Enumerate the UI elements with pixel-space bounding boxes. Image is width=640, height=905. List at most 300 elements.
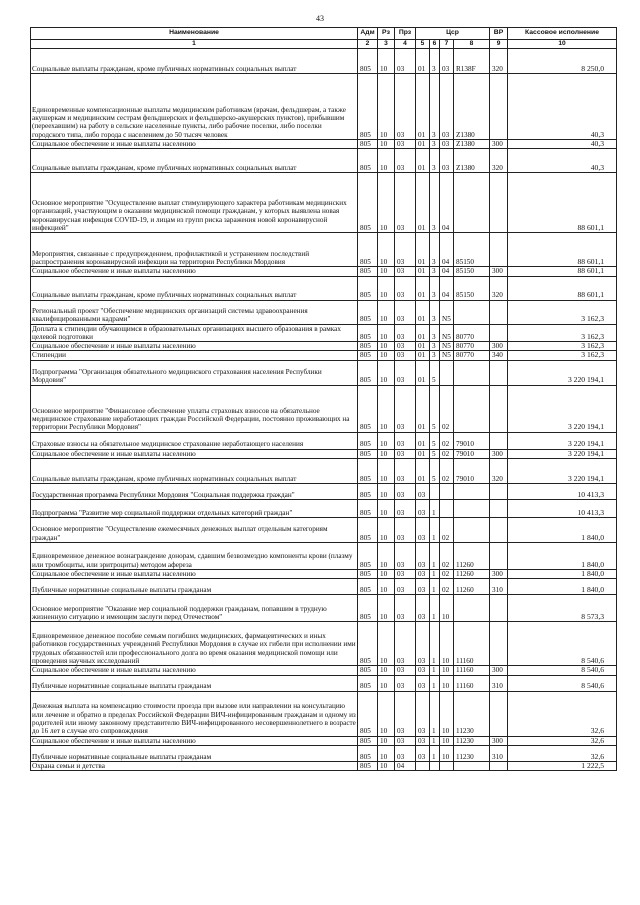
cell-name: Подпрограмма "Развитие мер социальной поддержки отдельных категорий граждан" [31, 500, 358, 518]
cell-c4: 11160 [454, 622, 490, 666]
cell-sum: 3 220 194,1 [508, 385, 617, 432]
table-row [31, 518, 617, 543]
cell-c3: 02 [440, 385, 454, 432]
table-row [31, 300, 617, 324]
cell-c1: 01 [416, 385, 430, 432]
cell-adm: 805 [358, 49, 378, 74]
header-rz: Рз [378, 28, 395, 40]
table-row [31, 233, 617, 267]
table-row [31, 49, 617, 74]
cell-adm: 805 [358, 761, 378, 770]
cell-adm: 805 [358, 449, 378, 458]
cell-prz: 03 [395, 622, 416, 666]
cell-name: Социальные выплаты гражданам, кроме публичных нормативных социальных выплат [31, 49, 358, 74]
cell-prz: 03 [395, 173, 416, 233]
cell-c2: 3 [430, 173, 440, 233]
cell-adm: 805 [358, 579, 378, 595]
cell-sum: 88 601,1 [508, 173, 617, 233]
cell-prz: 03 [395, 342, 416, 351]
cell-sum: 32,6 [508, 736, 617, 745]
cell-adm: 805 [358, 518, 378, 543]
cell-c4: 79010 [454, 449, 490, 458]
cell-sum: 40,3 [508, 149, 617, 173]
cell-rz: 10 [378, 543, 395, 570]
budget-table [30, 27, 617, 771]
cell-c4: 80770 [454, 351, 490, 360]
cell-adm: 805 [358, 233, 378, 267]
cell-c1: 03 [416, 570, 430, 579]
cell-vr: 300 [490, 449, 508, 458]
cell-c3: 10 [440, 622, 454, 666]
cell-c4: 11260 [454, 570, 490, 579]
cell-vr [490, 324, 508, 342]
cell-vr: 310 [490, 579, 508, 595]
table-row [31, 543, 617, 570]
table-row [31, 324, 617, 342]
cell-c4: R138F [454, 49, 490, 74]
cell-c2 [430, 761, 440, 770]
table-row [31, 351, 617, 360]
cell-rz: 10 [378, 173, 395, 233]
cell-c1: 03 [416, 518, 430, 543]
cell-vr: 300 [490, 140, 508, 149]
cell-adm: 805 [358, 543, 378, 570]
cell-prz: 03 [395, 500, 416, 518]
cell-c1: 01 [416, 449, 430, 458]
cell-vr [490, 432, 508, 449]
cell-rz: 10 [378, 140, 395, 149]
table-row [31, 579, 617, 595]
header-vr: ВР [490, 28, 508, 40]
cell-name: Социальные выплаты гражданам, кроме публичных нормативных социальных выплат [31, 149, 358, 173]
cell-c4: 85150 [454, 276, 490, 300]
cell-name: Социальные выплаты гражданам, кроме публичных нормативных социальных выплат [31, 276, 358, 300]
cell-vr: 320 [490, 276, 508, 300]
cell-rz: 10 [378, 300, 395, 324]
cell-prz: 03 [395, 675, 416, 691]
cell-c4 [454, 761, 490, 770]
cell-c3: N5 [440, 342, 454, 351]
cell-c2: 3 [430, 324, 440, 342]
cell-prz: 03 [395, 484, 416, 500]
cell-c2: 1 [430, 595, 440, 622]
cell-adm: 805 [358, 351, 378, 360]
cell-c3: 02 [440, 459, 454, 484]
cell-c1: 01 [416, 149, 430, 173]
cell-c2: 5 [430, 459, 440, 484]
cell-rz: 10 [378, 459, 395, 484]
cell-name: Подпрограмма "Организация обязательного медицинского страхования населения Республики Мордовия" [31, 360, 358, 385]
cell-adm: 805 [358, 691, 378, 736]
cell-prz: 03 [395, 360, 416, 385]
cell-name: Основное мероприятие "Осуществление выплат стимулирующего характера работникам медицинских организаций, участвующим в оказании медицинской помощи гражданам, у которых выявлена новая коронавирусная инфекция COVID-19, и лицам из групп риска заражения новой коронавирусной инфекцией" [31, 173, 358, 233]
cell-c3: 02 [440, 518, 454, 543]
cell-vr [490, 622, 508, 666]
cell-vr [490, 484, 508, 500]
cell-rz: 10 [378, 622, 395, 666]
cell-c1: 01 [416, 300, 430, 324]
cell-c2: 3 [430, 74, 440, 140]
cell-name: Мероприятия, связанные с предупреждением, профилактикой и устранением последствий распространения коронавирусной инфекции на территории Республики Мордовия [31, 233, 358, 267]
cell-adm: 805 [358, 267, 378, 276]
cell-c2: 3 [430, 149, 440, 173]
cell-rz: 10 [378, 675, 395, 691]
cell-c3: 04 [440, 267, 454, 276]
cell-c2: 1 [430, 745, 440, 761]
cell-rz: 10 [378, 595, 395, 622]
table-row [31, 360, 617, 385]
cell-name: Социальное обеспечение и иные выплаты населению [31, 736, 358, 745]
cell-c1: 01 [416, 342, 430, 351]
cell-prz: 03 [395, 233, 416, 267]
header-prz: Прз [395, 28, 416, 40]
table-row [31, 761, 617, 770]
cell-prz: 03 [395, 276, 416, 300]
cell-c2: 3 [430, 276, 440, 300]
cell-c3: 02 [440, 543, 454, 570]
cell-adm: 805 [358, 342, 378, 351]
cell-vr: 300 [490, 570, 508, 579]
cell-sum: 1 840,0 [508, 518, 617, 543]
column-number: 2 [358, 40, 378, 49]
cell-prz: 03 [395, 736, 416, 745]
cell-name: Стипендии [31, 351, 358, 360]
cell-vr [490, 233, 508, 267]
cell-c3: N5 [440, 351, 454, 360]
cell-c3: 10 [440, 675, 454, 691]
cell-c3: 04 [440, 233, 454, 267]
cell-c4: 85150 [454, 267, 490, 276]
cell-rz: 10 [378, 691, 395, 736]
cell-vr: 340 [490, 351, 508, 360]
cell-prz: 03 [395, 300, 416, 324]
cell-c1: 01 [416, 267, 430, 276]
cell-c2: 1 [430, 666, 440, 675]
cell-rz: 10 [378, 324, 395, 342]
cell-c3: 10 [440, 666, 454, 675]
cell-sum: 8 540,6 [508, 622, 617, 666]
cell-prz: 03 [395, 74, 416, 140]
cell-c3: 02 [440, 432, 454, 449]
cell-adm: 805 [358, 666, 378, 675]
cell-c2: 3 [430, 342, 440, 351]
cell-c2: 1 [430, 736, 440, 745]
cell-adm: 805 [358, 432, 378, 449]
column-number: 10 [508, 40, 617, 49]
cell-prz: 03 [395, 666, 416, 675]
cell-c2: 1 [430, 579, 440, 595]
cell-name: Социальное обеспечение и иные выплаты населению [31, 666, 358, 675]
cell-sum: 10 413,3 [508, 484, 617, 500]
cell-c3: 10 [440, 595, 454, 622]
cell-c1: 01 [416, 432, 430, 449]
cell-adm: 805 [358, 500, 378, 518]
cell-sum: 40,3 [508, 74, 617, 140]
cell-adm: 805 [358, 360, 378, 385]
table-row [31, 745, 617, 761]
cell-c3: 04 [440, 276, 454, 300]
column-number: 9 [490, 40, 508, 49]
cell-rz: 10 [378, 518, 395, 543]
cell-c2: 5 [430, 432, 440, 449]
cell-c4 [454, 173, 490, 233]
cell-c3: 02 [440, 449, 454, 458]
cell-c4 [454, 300, 490, 324]
cell-c1: 03 [416, 666, 430, 675]
cell-rz: 10 [378, 484, 395, 500]
cell-c3: 02 [440, 579, 454, 595]
cell-adm: 805 [358, 745, 378, 761]
cell-prz: 03 [395, 595, 416, 622]
table-row [31, 675, 617, 691]
cell-sum: 3 162,3 [508, 324, 617, 342]
cell-rz: 10 [378, 579, 395, 595]
cell-prz: 03 [395, 745, 416, 761]
cell-c1: 03 [416, 484, 430, 500]
column-number: 7 [440, 40, 454, 49]
cell-name: Социальное обеспечение и иные выплаты населению [31, 342, 358, 351]
header-name: Наименование [31, 28, 358, 40]
cell-c4: Z1380 [454, 149, 490, 173]
cell-sum: 88 601,1 [508, 233, 617, 267]
cell-adm: 805 [358, 675, 378, 691]
cell-c2: 5 [430, 360, 440, 385]
cell-adm: 805 [358, 484, 378, 500]
cell-prz: 04 [395, 761, 416, 770]
cell-c1: 03 [416, 500, 430, 518]
cell-rz: 10 [378, 570, 395, 579]
cell-adm: 805 [358, 140, 378, 149]
cell-c1: 03 [416, 736, 430, 745]
cell-prz: 03 [395, 267, 416, 276]
cell-adm: 805 [358, 736, 378, 745]
cell-sum: 88 601,1 [508, 267, 617, 276]
cell-rz: 10 [378, 736, 395, 745]
cell-sum: 1 840,0 [508, 543, 617, 570]
cell-sum: 10 413,3 [508, 500, 617, 518]
cell-vr [490, 595, 508, 622]
cell-c4: 11230 [454, 736, 490, 745]
cell-c4: 11230 [454, 745, 490, 761]
cell-sum: 3 162,3 [508, 351, 617, 360]
cell-c4 [454, 484, 490, 500]
table-row [31, 267, 617, 276]
cell-c3: 03 [440, 149, 454, 173]
header-csr: Цср [416, 28, 490, 40]
cell-c3 [440, 761, 454, 770]
cell-name: Основное мероприятие "Осуществление ежемесячных денежных выплат отдельным категориям граждан" [31, 518, 358, 543]
table-row [31, 449, 617, 458]
cell-name: Основное мероприятие "Оказание мер социальной поддержки гражданам, попавшим в трудную жизненную ситуацию и имеющим заслуги перед Отечеством" [31, 595, 358, 622]
cell-c4: 79010 [454, 459, 490, 484]
cell-rz: 10 [378, 233, 395, 267]
header-sum: Кассовое исполнение [508, 28, 617, 40]
cell-rz: 10 [378, 267, 395, 276]
cell-c2: 1 [430, 570, 440, 579]
cell-c2: 3 [430, 233, 440, 267]
cell-name: Социальные выплаты гражданам, кроме публичных нормативных социальных выплат [31, 459, 358, 484]
cell-vr: 310 [490, 675, 508, 691]
cell-c1: 03 [416, 579, 430, 595]
cell-vr: 300 [490, 342, 508, 351]
cell-vr [490, 300, 508, 324]
page-number: 43 [316, 14, 324, 23]
cell-rz: 10 [378, 432, 395, 449]
cell-prz: 03 [395, 570, 416, 579]
cell-prz: 03 [395, 459, 416, 484]
cell-c3 [440, 484, 454, 500]
cell-c1: 03 [416, 745, 430, 761]
table-row [31, 276, 617, 300]
cell-sum: 3 162,3 [508, 300, 617, 324]
cell-c4 [454, 595, 490, 622]
cell-sum: 3 220 194,1 [508, 432, 617, 449]
cell-c2: 3 [430, 351, 440, 360]
cell-vr [490, 385, 508, 432]
cell-sum: 3 220 194,1 [508, 360, 617, 385]
cell-adm: 805 [358, 570, 378, 579]
cell-c2: 1 [430, 622, 440, 666]
cell-rz: 10 [378, 360, 395, 385]
table-row [31, 140, 617, 149]
cell-c4 [454, 385, 490, 432]
cell-name: Единовременное денежное пособие семьям погибших медицинских, фармацевтических и иных работников государственных учреждений Республики Мордовия в случае их гибели при исполнении ими трудовых обязанностей или профессионального долга во время оказания медицинской помощи или проведения научных исследований [31, 622, 358, 666]
cell-vr: 300 [490, 267, 508, 276]
cell-c2: 3 [430, 267, 440, 276]
cell-c4 [454, 500, 490, 518]
cell-prz: 03 [395, 140, 416, 149]
cell-rz: 10 [378, 351, 395, 360]
cell-c3: N5 [440, 300, 454, 324]
cell-sum: 32,6 [508, 745, 617, 761]
cell-c3 [440, 360, 454, 385]
cell-c1: 01 [416, 233, 430, 267]
cell-c3: 03 [440, 140, 454, 149]
column-number: 6 [430, 40, 440, 49]
cell-vr [490, 761, 508, 770]
cell-adm: 805 [358, 459, 378, 484]
cell-rz: 10 [378, 74, 395, 140]
cell-rz: 10 [378, 149, 395, 173]
cell-c1: 01 [416, 324, 430, 342]
cell-prz: 03 [395, 543, 416, 570]
cell-name: Доплата к стипендии обучающимся в образовательных организациях высшего образования в рамках целевой подготовки [31, 324, 358, 342]
cell-adm: 805 [358, 622, 378, 666]
cell-c1: 01 [416, 173, 430, 233]
table-row [31, 432, 617, 449]
cell-sum: 1 840,0 [508, 579, 617, 595]
cell-c4: Z1380 [454, 74, 490, 140]
column-number: 8 [454, 40, 490, 49]
cell-c1: 03 [416, 675, 430, 691]
cell-adm: 805 [358, 276, 378, 300]
cell-name: Публичные нормативные социальные выплаты гражданам [31, 579, 358, 595]
cell-c3: 02 [440, 570, 454, 579]
cell-c1: 01 [416, 74, 430, 140]
cell-c2: 1 [430, 500, 440, 518]
cell-c1: 01 [416, 276, 430, 300]
cell-prz: 03 [395, 432, 416, 449]
cell-c1: 03 [416, 543, 430, 570]
cell-c3: 03 [440, 49, 454, 74]
cell-adm: 805 [358, 149, 378, 173]
cell-rz: 10 [378, 500, 395, 518]
cell-c2: 3 [430, 300, 440, 324]
cell-name: Государственная программа Республики Мордовия "Социальная поддержка граждан" [31, 484, 358, 500]
table-row [31, 500, 617, 518]
cell-vr: 320 [490, 459, 508, 484]
cell-prz: 03 [395, 149, 416, 173]
cell-sum: 8 573,3 [508, 595, 617, 622]
cell-c4: 11160 [454, 666, 490, 675]
cell-sum: 88 601,1 [508, 276, 617, 300]
cell-sum: 3 220 194,1 [508, 459, 617, 484]
cell-name: Публичные нормативные социальные выплаты гражданам [31, 675, 358, 691]
cell-c4: 80770 [454, 324, 490, 342]
table-row [31, 736, 617, 745]
cell-name: Охрана семьи и детства [31, 761, 358, 770]
cell-sum: 8 540,6 [508, 675, 617, 691]
cell-prz: 03 [395, 324, 416, 342]
cell-prz: 03 [395, 351, 416, 360]
cell-c1: 01 [416, 49, 430, 74]
cell-rz: 10 [378, 342, 395, 351]
cell-c2: 1 [430, 691, 440, 736]
cell-c2: 1 [430, 543, 440, 570]
cell-prz: 03 [395, 518, 416, 543]
column-number: 4 [395, 40, 416, 49]
cell-prz: 03 [395, 579, 416, 595]
table-row [31, 385, 617, 432]
cell-rz: 10 [378, 745, 395, 761]
cell-c2: 5 [430, 385, 440, 432]
cell-adm: 805 [358, 173, 378, 233]
cell-rz: 10 [378, 761, 395, 770]
table-row [31, 484, 617, 500]
header-row [31, 28, 617, 40]
cell-rz: 10 [378, 385, 395, 432]
cell-c1: 01 [416, 140, 430, 149]
cell-sum: 3 162,3 [508, 342, 617, 351]
cell-rz: 10 [378, 49, 395, 74]
cell-vr: 300 [490, 736, 508, 745]
cell-c1 [416, 761, 430, 770]
cell-c1: 01 [416, 351, 430, 360]
cell-name: Социальное обеспечение и иные выплаты населению [31, 140, 358, 149]
cell-vr: 320 [490, 49, 508, 74]
header-adm: Адм [358, 28, 378, 40]
cell-vr [490, 360, 508, 385]
cell-vr [490, 691, 508, 736]
cell-c3: N5 [440, 324, 454, 342]
column-number: 1 [31, 40, 358, 49]
cell-prz: 03 [395, 385, 416, 432]
cell-adm: 805 [358, 385, 378, 432]
cell-name: Региональный проект "Обеспечение медицинских организаций системы здравоохранения квалифицированными кадрами" [31, 300, 358, 324]
table-row [31, 666, 617, 675]
cell-name: Социальное обеспечение и иные выплаты населению [31, 570, 358, 579]
cell-name: Единовременные компенсационные выплаты медицинским работникам (врачам, фельдшерам, а также акушеркам и медицинским сестрам фельдшерских и фельдшерско-акушерских пунктов), прибывшим (переехавшим) на работу в сельские населенные пункты, либо рабочие поселки, либо поселки городского типа, либо города с населением до 50 тысяч человек [31, 74, 358, 140]
column-number: 5 [416, 40, 430, 49]
cell-vr: 300 [490, 666, 508, 675]
cell-c2 [430, 484, 440, 500]
cell-c4: 11260 [454, 579, 490, 595]
cell-c3: 10 [440, 691, 454, 736]
cell-rz: 10 [378, 666, 395, 675]
cell-adm: 805 [358, 300, 378, 324]
table-row [31, 342, 617, 351]
cell-c1: 01 [416, 459, 430, 484]
